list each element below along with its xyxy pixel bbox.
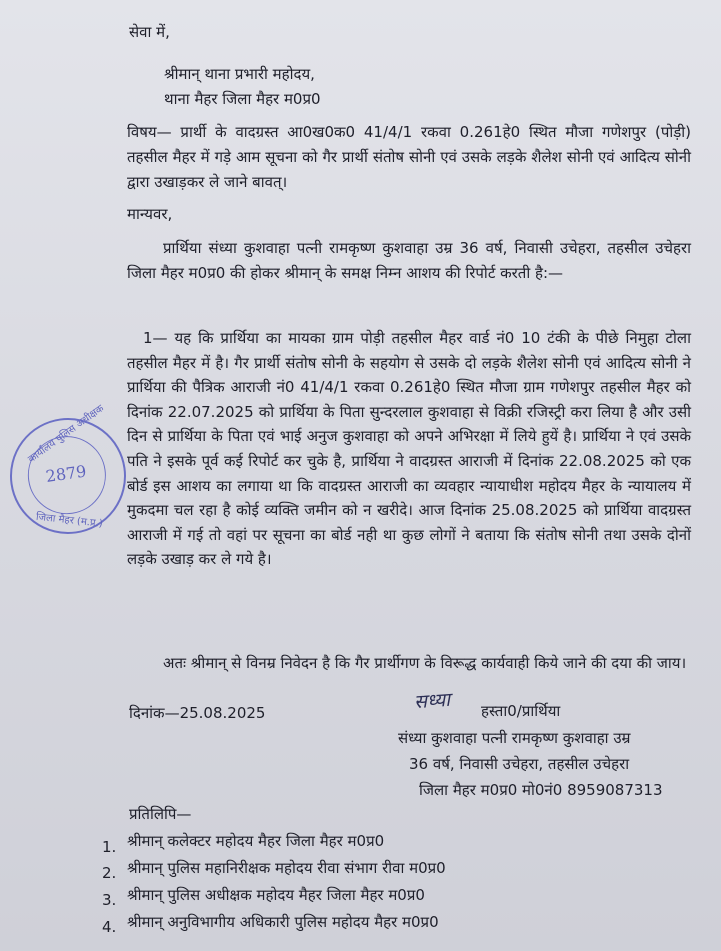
- point-1-paragraph: 1— यह कि प्रार्थिया का मायका ग्राम पोड़ी तहसील मैहर वार्ड नं0 10 टंकी के पीछे निमुहा टोला तहसील मैहर में है। गैर प्रार्थी संतोष सोनी के सहयोग से उसके दो लड़के शैलेश सोनी एवं आदित्य सोनी ने प्रार्थिया की पैत्रिक आराजी नं0 41/4/1 रकवा 0.261हे0 स्थित मौजा ग्राम गणेशपुर तहसील मैहर को दिनांक 22.07.2025 को प्रार्थिया के पिता सुन्दरलाल कुशवाहा से विक्री रजिस्ट्री करा लिया है और उसी दिन से प्रार्थिया के पिता एवं भाई अनुज कुशवाहा को अपने अभिरक्षा में लिये हुयें है। प्रार्थिया ने एवं उसके पति ने इसके पूर्व कई रिपोर्ट कर चुके है, प्रार्थिया ने वादग्रस्त आराजी में दिनांक 22.08.2025 को एक बोर्ड इस आशय का लगाया था कि वादग्रस्त आराजी का व्यवहार न्यायाधीश महोदय मैहर के न्यायालय में मुकदमा चल रहा है कोई व्यक्ति जमीन को न खरीदे। आज दिनांक 25.08.2025 को प्रार्थिया वादग्रस्त आराजी में गई तो वहां पर सूचना का बोर्ड नही था कुछ लोगों ने बताया कि संतोष सोनी तथा उसके दोनों लड़के उखाड़ कर ले गये है।: [127, 329, 691, 569]
- subject-paragraph: विषय— प्रार्थी के वादग्रस्त आ0ख0क0 41/4/1 रकवा 0.261हे0 स्थित मौजा गणेशपुर (पोड़ी) तहसील मैहर में गड़े आम सूचना को गैर प्रार्थी संतोष सोनी एवं उसके लड़के शैलेश सोनी एवं आदित्य सोनी द्वारा उखाड़कर ले जाने बावत्।: [127, 123, 691, 191]
- request-paragraph: अतः श्रीमान् से विनम्र निवेदन है कि गैर प्रार्थीगण के विरूद्ध कार्यवाही किये जाने की दया की जाय।: [163, 654, 687, 672]
- copy-item-text: श्रीमान् पुलिस महानिरीक्षक महोदय रीवा संभाग रीवा म0प्र0: [127, 859, 446, 877]
- copy-heading: प्रतिलिपि—: [129, 805, 192, 823]
- sender-line-1: संध्या कुशवाहा पत्नी रामकृष्ण कुशवाहा उम्र: [398, 729, 631, 747]
- copy-item-number: 4.: [102, 918, 117, 936]
- salutation-to: सेवा में,: [129, 23, 170, 41]
- copy-item-text: श्रीमान् कलेक्टर महोदय मैहर जिला मैहर म0प्र0: [127, 832, 385, 850]
- sender-line-3: जिला मैहर म0प्र0 मो0नं0 8959087313: [419, 781, 663, 799]
- signature-label: हस्ता0/प्रार्थिया: [481, 702, 561, 720]
- copy-item-number: 1.: [102, 838, 117, 856]
- stamp-ring-bottom-text: जिला मैहर (म.प्र.): [35, 511, 104, 530]
- handwritten-signature: सध्या: [413, 688, 451, 714]
- sender-line-2: 36 वर्ष, निवासी उचेहरा, तहसील उचेहरा: [409, 755, 630, 773]
- stamp-number: 2879: [44, 461, 88, 486]
- copy-item-text: श्रीमान् अनुविभागीय अधिकारी पुलिस महोदय मैहर म0प्र0: [127, 913, 439, 931]
- intro-paragraph: प्रार्थिया संध्या कुशवाहा पत्नी रामकृष्ण कुशवाहा उम्र 36 वर्ष, निवासी उचेहरा, तहसील उचेहरा जिला मैहर म0प्र0 की होकर श्रीमान् के समक्ष निम्न आशय की रिपोर्ट करती है:—: [127, 239, 691, 282]
- recipient-line-2: थाना मैहर जिला मैहर म0प्र0: [164, 90, 321, 108]
- copy-item-text: श्रीमान् पुलिस अधीक्षक महोदय मैहर जिला मैहर म0प्र0: [127, 886, 425, 904]
- copy-item-number: 3.: [102, 891, 117, 909]
- copy-item-number: 2.: [102, 864, 117, 882]
- date-line: दिनांक—25.08.2025: [129, 704, 266, 722]
- police-office-stamp: [2, 403, 133, 541]
- recipient-line-1: श्रीमान् थाना प्रभारी महोदय,: [164, 65, 315, 83]
- greeting: मान्यवर,: [127, 205, 173, 223]
- stamp-ring-top-text: कार्यालय पुलिस अधीक्षक: [26, 403, 107, 466]
